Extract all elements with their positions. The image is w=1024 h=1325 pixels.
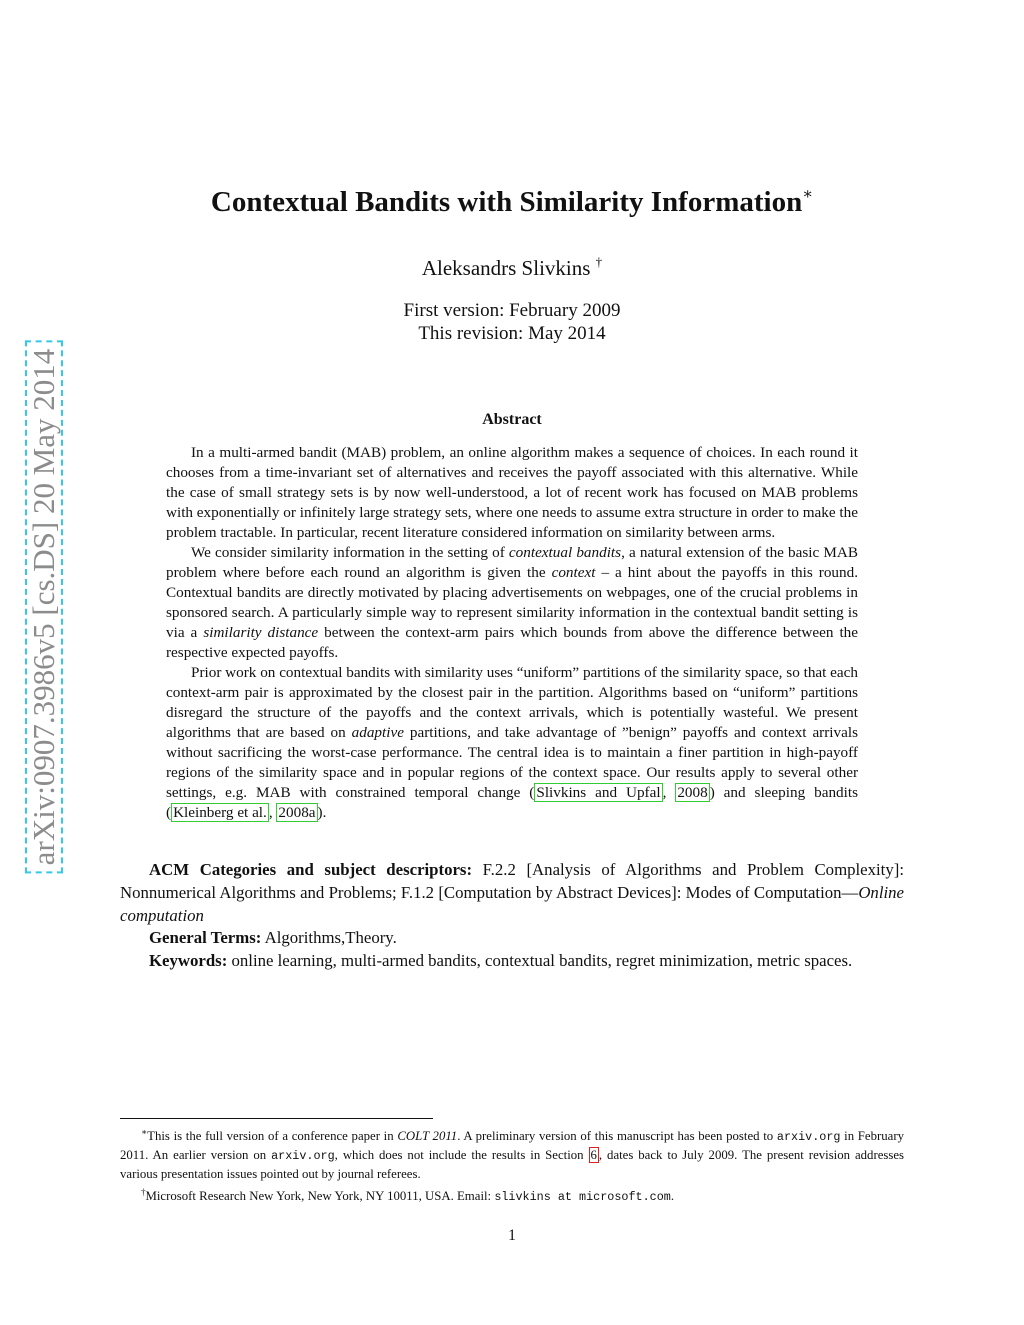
text-run: , a natural extension of the basic MAB problem where before each round an algorithm is given the bbox=[166, 544, 859, 581]
acm-categories bbox=[120, 859, 904, 927]
text-run: partitions, and take advantage of ”benign” payoffs and context arrivals without sacrificing the worst-case performance. The central idea is to maintain a finer partition in high-payoff regions of the similarity space and in popular regions of the context space. Our results apply to several other settings, e.g. MAB with constrained temporal change ( bbox=[166, 724, 858, 801]
footnote-1 bbox=[120, 1123, 904, 1183]
first-version: First version: February 2009 bbox=[403, 300, 621, 321]
abstract-paragraph-1: In a multi-armed bandit (MAB) problem, an online algorithm makes a sequence of choices. In each round it chooses from a time-invariant set of alternatives and receives the payoff associated with this alternative. While the case of small strategy sets is by now well-understood, a lot of recent work has focused on MAB problems with exponentially or infinitely large strategy sets, where one needs to assume extra structure in order to make the problem tractable. In particular, recent literature considered information on similarity between arms. bbox=[166, 444, 858, 541]
text-run: . A preliminary version of this manuscript has been posted to bbox=[457, 1129, 777, 1143]
emphasis: similarity distance bbox=[203, 624, 319, 641]
terms-label: General Terms: bbox=[149, 928, 262, 948]
section-reference-link[interactable]: 6 bbox=[590, 1148, 597, 1162]
abstract-heading: Abstract bbox=[482, 411, 542, 428]
footnote-mark: ∗ bbox=[141, 1127, 148, 1137]
abstract-paragraph-3 bbox=[166, 663, 858, 823]
keywords-text: online learning, multi-armed bandits, contextual bandits, regret minimization, metric spaces. bbox=[227, 951, 853, 971]
citation-link-slivkins-upfal[interactable]: Slivkins and Upfal bbox=[536, 784, 661, 801]
footnote-2 bbox=[120, 1183, 904, 1206]
text-run: – a hint about the payoffs in this round. Contextual bandits are directly motivated by placing advertisements on webpages, one of the crucial problems in sponsored search. A particularly simple way to represent similarity information in the contextual bandit setting is via a bbox=[166, 564, 858, 641]
code-text: arxiv.org bbox=[271, 1149, 335, 1163]
keywords bbox=[120, 950, 904, 973]
code-text: arxiv.org bbox=[776, 1130, 841, 1144]
general-terms bbox=[120, 927, 904, 950]
terms-text: Algorithms,Theory. bbox=[261, 928, 397, 948]
text-run: We consider similarity information in the setting of bbox=[191, 544, 509, 561]
text-run: ). bbox=[317, 804, 327, 821]
author-footnote-mark: † bbox=[595, 254, 603, 269]
footnote-rule bbox=[120, 1118, 433, 1119]
title-footnote-mark: ∗ bbox=[802, 186, 814, 203]
citation-year-link-2008a[interactable]: 2008a bbox=[278, 804, 316, 821]
emphasis: adaptive bbox=[351, 724, 404, 741]
arxiv-identifier[interactable]: arXiv:0907.3986v5 [cs.DS] 20 May 2014 bbox=[25, 341, 63, 874]
acm-label: ACM Categories and subject descriptors: bbox=[149, 860, 473, 879]
paper-title bbox=[0, 184, 1024, 219]
emphasis: context bbox=[551, 564, 596, 581]
text-run: , dates back to July 2009. The present revision addresses various presentation issues pointed out by journal referees. bbox=[120, 1148, 905, 1181]
text-run: ) and sleeping bandits ( bbox=[166, 784, 858, 821]
text-run: , which does not include the results in Section bbox=[334, 1148, 589, 1162]
text-run: , bbox=[662, 784, 676, 801]
text-run: Microsoft Research New York, New York, NY 10011, USA. Email: bbox=[145, 1189, 495, 1203]
footnotes bbox=[120, 1123, 904, 1206]
author-line bbox=[0, 254, 1024, 281]
email-address: slivkins at microsoft.com bbox=[494, 1190, 671, 1204]
acm-emphasis: Online computation bbox=[120, 882, 904, 925]
text-run: , bbox=[268, 804, 277, 821]
page-number: 1 bbox=[508, 1227, 516, 1244]
text-run: between the context-arm pairs which bounds from above the difference between the respective expected payoffs. bbox=[166, 624, 858, 661]
paper-metadata bbox=[120, 859, 904, 973]
citation-link-kleinberg[interactable]: Kleinberg et al. bbox=[173, 804, 267, 821]
abstract-body bbox=[166, 443, 858, 823]
text-run: in February 2011. An earlier version on bbox=[120, 1129, 904, 1162]
keywords-label: Keywords: bbox=[149, 951, 228, 971]
acm-text: F.2.2 [Analysis of Algorithms and Problem Complexity]: Nonnumerical Algorithms and Problems; F.1.2 [Computation by Abstract Devices]: Modes of Computation— bbox=[120, 860, 904, 902]
emphasis: COLT 2011 bbox=[397, 1129, 458, 1143]
emphasis: contextual bandits bbox=[508, 544, 622, 561]
text-run: This is the full version of a conference paper in bbox=[147, 1129, 398, 1143]
text-run: . bbox=[670, 1189, 675, 1203]
text-run: Prior work on contextual bandits with similarity uses “uniform” partitions of the similarity space, so that each context-arm pair is approximated by the closest pair in the partition. Algorithms based on “uniform” partitions disregard the structure of the payoffs and the context arrivals, which is potentially wasteful. We present algorithms that are based on bbox=[166, 664, 858, 741]
revision-date: This revision: May 2014 bbox=[418, 323, 606, 344]
footnote-mark: † bbox=[141, 1187, 146, 1197]
version-dates bbox=[0, 299, 1024, 345]
title-text: Contextual Bandits with Similarity Information bbox=[210, 186, 803, 218]
citation-year-link-2008[interactable]: 2008 bbox=[677, 784, 708, 801]
author-name: Aleksandrs Slivkins bbox=[421, 256, 591, 280]
abstract-paragraph-2 bbox=[166, 543, 858, 663]
